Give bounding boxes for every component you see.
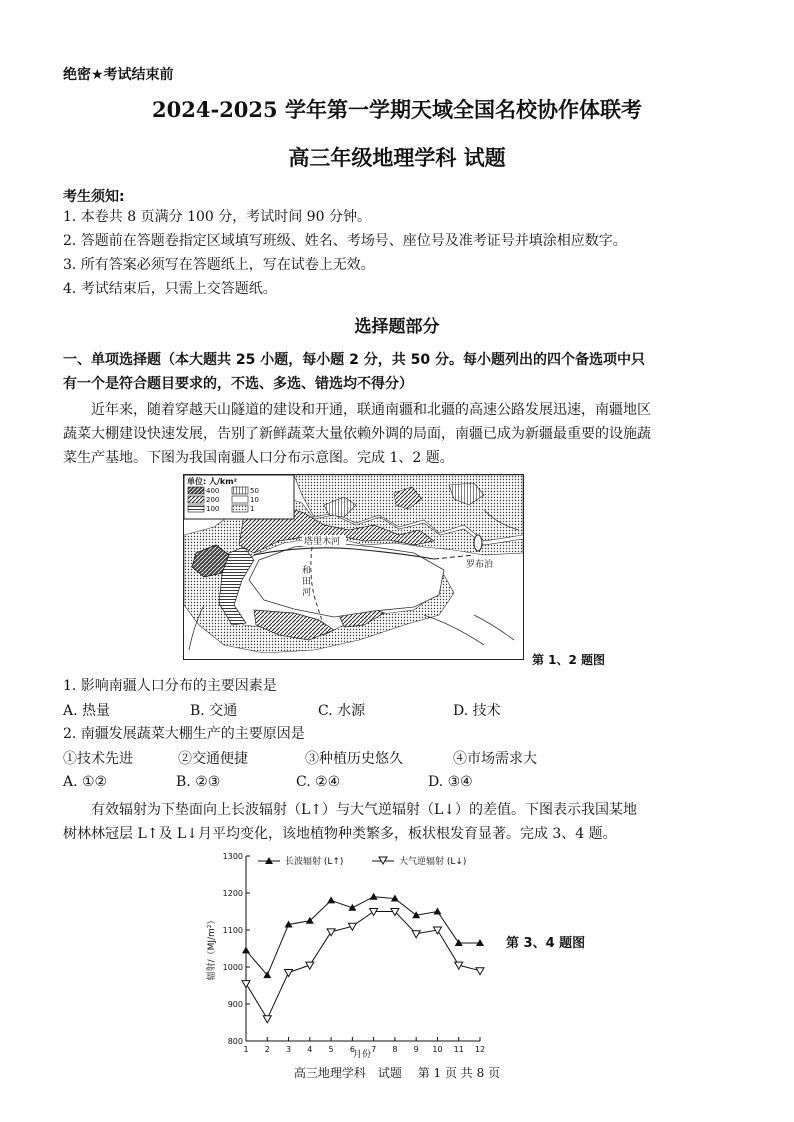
q2-option-d[interactable]: D. ③④ xyxy=(428,774,473,790)
chart-x-tick-label: 4 xyxy=(307,1045,313,1054)
q1-option-c[interactable]: C. 水源 xyxy=(318,703,366,719)
map-label-hotan-river-3: 河 xyxy=(302,588,312,598)
chart-caption: 第 3、4 题图 xyxy=(506,936,586,951)
chart-point-l-down xyxy=(412,931,420,938)
chart-y-tick-label: 1300 xyxy=(222,852,243,861)
chart-series-line-1 xyxy=(246,897,480,975)
chart-point-l-down xyxy=(242,981,250,988)
q1-option-b[interactable]: B. 交通 xyxy=(190,703,238,719)
section-title: 选择题部分 xyxy=(354,317,440,337)
q2-option-a[interactable]: A. ①② xyxy=(63,774,108,790)
notice-item: 4. 考试结束后，只需上交答题纸。 xyxy=(63,281,277,297)
notice-item: 3. 所有答案必须写在答题纸上，写在试卷上无效。 xyxy=(63,257,375,273)
chart-x-tick-label: 10 xyxy=(432,1045,443,1054)
map-legend-value: 100 xyxy=(206,505,220,513)
map-legend-title: 单位: 人/km² xyxy=(187,477,238,486)
chart-legend-series-1: 长波辐射 (L↑) xyxy=(285,857,344,867)
radiation-chart xyxy=(200,848,500,1060)
chart-legend xyxy=(258,855,466,867)
chart-x-tick-label: 9 xyxy=(413,1045,419,1054)
confidential-mark: 绝密★考试结束前 xyxy=(63,67,174,83)
page-footer: 高三地理学科 试题 第 1 页 共 8 页 xyxy=(293,1066,501,1080)
part-heading-line1: 一、单项选择题（本大题共 25 小题，每小题 2 分，共 50 分。每小题列出的四个备选项中只 xyxy=(63,352,645,368)
chart-y-tick-label: 800 xyxy=(227,1037,243,1046)
chart-point-l-up xyxy=(370,893,378,900)
map-label-hotan-river-2: 田 xyxy=(302,577,312,587)
q2-statement: ③种植历史悠久 xyxy=(305,751,403,767)
notice-heading: 考生须知: xyxy=(63,189,125,205)
map-legend-value: 400 xyxy=(206,487,220,495)
q2-option-c[interactable]: C. ②④ xyxy=(296,774,341,790)
part-heading-line2: 有一个是符合题目要求的，不选、多选、错选均不得分） xyxy=(63,376,413,392)
chart-point-l-up xyxy=(242,946,250,953)
chart-y-tick-label: 1000 xyxy=(222,963,243,972)
q1-stem: 1. 影响南疆人口分布的主要因素是 xyxy=(63,678,277,694)
map-label-lop-nur: 罗布泊 xyxy=(466,560,494,570)
chart-x-tick-label: 1 xyxy=(243,1045,249,1054)
chart-point-l-down xyxy=(327,929,335,936)
q2-option-b[interactable]: B. ②③ xyxy=(176,774,221,790)
notice-item: 1. 本卷共 8 页满分 100 分，考试时间 90 分钟。 xyxy=(63,209,371,225)
map-legend-value: 200 xyxy=(206,496,220,504)
chart-legend-series-2: 大气逆辐射 (L↓) xyxy=(399,857,467,867)
q1-option-a[interactable]: A. 热量 xyxy=(63,703,111,719)
map-label-hotan-river: 和 xyxy=(302,566,312,576)
map-caption: 第 1、2 题图 xyxy=(532,653,606,667)
passage1-line1: 近年来，随着穿越天山隧道的建设和开通，联通南疆和北疆的高速公路发展迅速，南疆地区 xyxy=(91,402,651,418)
q1-option-d[interactable]: D. 技术 xyxy=(453,703,501,719)
chart-x-tick-label: 3 xyxy=(285,1045,292,1054)
chart-y-tick-label: 900 xyxy=(227,1000,243,1009)
exam-subtitle: 高三年级地理学科 试题 xyxy=(288,145,506,170)
notice-item: 2. 答题前在答题卷指定区域填写班级、姓名、考场号、座位号及准考证号并填涂相应数字。 xyxy=(63,233,627,249)
chart-point-l-up xyxy=(327,896,335,903)
passage1-line3: 菜生产基地。下图为我国南疆人口分布示意图。完成 1、2 题。 xyxy=(63,450,454,466)
passage1-line2: 蔬菜大棚建设快速发展，告别了新鲜蔬菜大量依赖外调的局面，南疆已成为新疆最重要的设施蔬 xyxy=(63,426,651,442)
map-label-tarim-river: 塔里木河 xyxy=(304,537,341,547)
passage2-line2: 树林林冠层 L↑及 L↓月平均变化，该地植物种类繁多，板状根发育显著。完成 3、4 题。 xyxy=(63,826,617,842)
map-legend-value: 10 xyxy=(250,496,259,504)
q2-stem: 2. 南疆发展蔬菜大棚生产的主要原因是 xyxy=(63,726,305,742)
chart-point-l-down xyxy=(476,968,484,975)
chart-point-l-up xyxy=(433,908,441,915)
population-map-svg xyxy=(184,475,523,659)
chart-y-tick-label: 1100 xyxy=(222,926,243,935)
q2-statement: ①技术先进 xyxy=(63,751,133,767)
chart-x-tick-label: 6 xyxy=(349,1045,355,1054)
q2-statement: ②交通便捷 xyxy=(178,751,248,767)
chart-x-tick-label: 7 xyxy=(371,1045,377,1054)
chart-x-tick-label: 12 xyxy=(474,1045,486,1054)
chart-point-l-down xyxy=(263,1016,271,1023)
map-legend-value: 50 xyxy=(250,487,259,495)
chart-x-tick-label: 11 xyxy=(453,1045,464,1054)
passage2-line1: 有效辐射为下垫面向上长波辐射（L↑）与大气逆辐射（L↓）的差值。下图表示我国某地 xyxy=(91,802,638,818)
chart-y-axis-label: 辐射/（MJ/m²） xyxy=(207,915,217,981)
map-legend-value: 1 xyxy=(250,505,255,513)
exam-title: 2024-2025 学年第一学期天域全国名校协作体联考 xyxy=(152,97,642,122)
chart-y-tick-label: 1200 xyxy=(222,889,243,898)
chart-x-tick-label: 2 xyxy=(264,1045,270,1054)
population-map xyxy=(183,474,524,660)
q2-statement: ④市场需求大 xyxy=(453,751,537,767)
chart-x-tick-label: 5 xyxy=(328,1045,334,1054)
chart-x-axis-label: 月份 xyxy=(352,1050,372,1060)
chart-series-line-2 xyxy=(246,912,480,1019)
chart-point-l-down xyxy=(285,970,293,977)
chart-x-tick-label: 8 xyxy=(392,1045,398,1054)
